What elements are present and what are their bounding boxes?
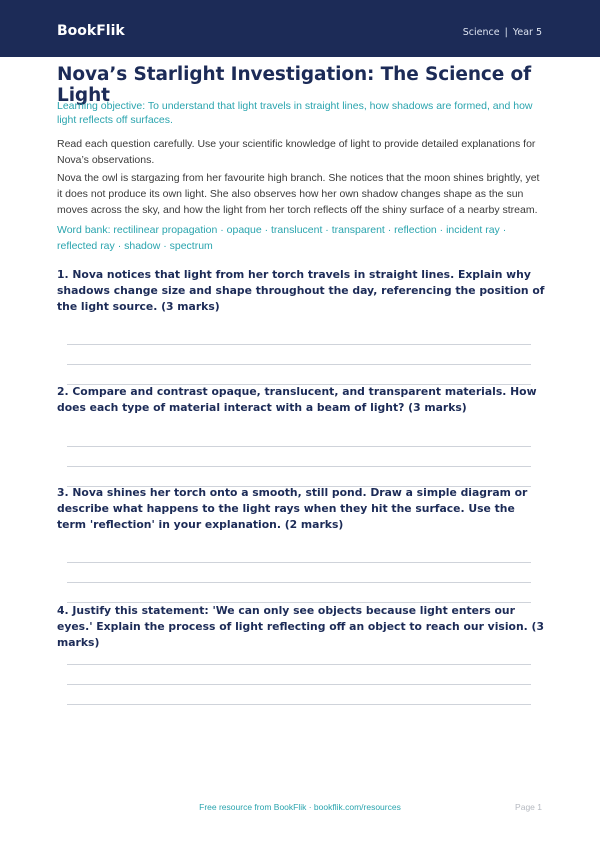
question-4: 4. Justify this statement: 'We can only see objects because light enters our eyes.' Explain the process of light reflecting off an object to reach our vision. (3 marks) — [57, 604, 544, 649]
instructions-text: Read each question carefully. Use your scientific knowledge of light to provide detailed explanations for Nova’s observations. — [57, 138, 536, 166]
subject-year-label — [463, 27, 542, 38]
learning-objective: Learning objective: To understand that light travels in straight lines, how shadows are formed, and how light reflects off surfaces. — [57, 100, 533, 126]
answer-line[interactable] — [67, 684, 531, 685]
footer-resource-link[interactable]: Free resource from BookFlik · bookflik.com/resources — [199, 802, 401, 812]
question-1: 1. Nova notices that light from her torch travels in straight lines. Explain why shadows change size and shape throughout the day, referencing the position of the light source. (3 marks) — [57, 268, 545, 313]
question-2: 2. Compare and contrast opaque, translucent, and transparent materials. How does each type of material interact with a beam of light? (3 marks) — [57, 385, 537, 414]
question-3: 3. Nova shines her torch onto a smooth, still pond. Draw a simple diagram or describe what happens to the light rays when they hit the surface. Use the term 'reflection' in your explanation. (2 marks) — [57, 486, 528, 531]
answer-line[interactable] — [67, 664, 531, 665]
page-header — [0, 0, 600, 57]
answer-line[interactable] — [67, 344, 531, 345]
answer-line[interactable] — [67, 446, 531, 447]
year-label: Year 5 — [512, 27, 542, 38]
subject-label: Science — [462, 27, 500, 38]
page-title: Nova’s Starlight Investigation: The Science of Light — [57, 64, 532, 106]
answer-line[interactable] — [67, 562, 531, 563]
answer-line[interactable] — [67, 582, 531, 583]
answer-line[interactable] — [67, 466, 531, 467]
story-text: Nova the owl is stargazing from her favourite high branch. She notices that the moon shines brightly, yet it does not produce its own light. She also observes how her own shadow changes shape as the sun moves across the sky, and how the light from her torch reflects off the shiny surface of a nearby stream. — [57, 172, 540, 216]
header-separator: | — [504, 27, 508, 38]
answer-line[interactable] — [67, 704, 531, 705]
page-number: Page 1 — [515, 802, 542, 812]
brand-logo: BookFlik — [57, 23, 125, 39]
answer-line[interactable] — [67, 364, 531, 365]
word-bank: Word bank: rectilinear propagation · opaque · translucent · transparent · reflection · incident ray · reflected ray · shadow · spectrum — [57, 224, 507, 252]
